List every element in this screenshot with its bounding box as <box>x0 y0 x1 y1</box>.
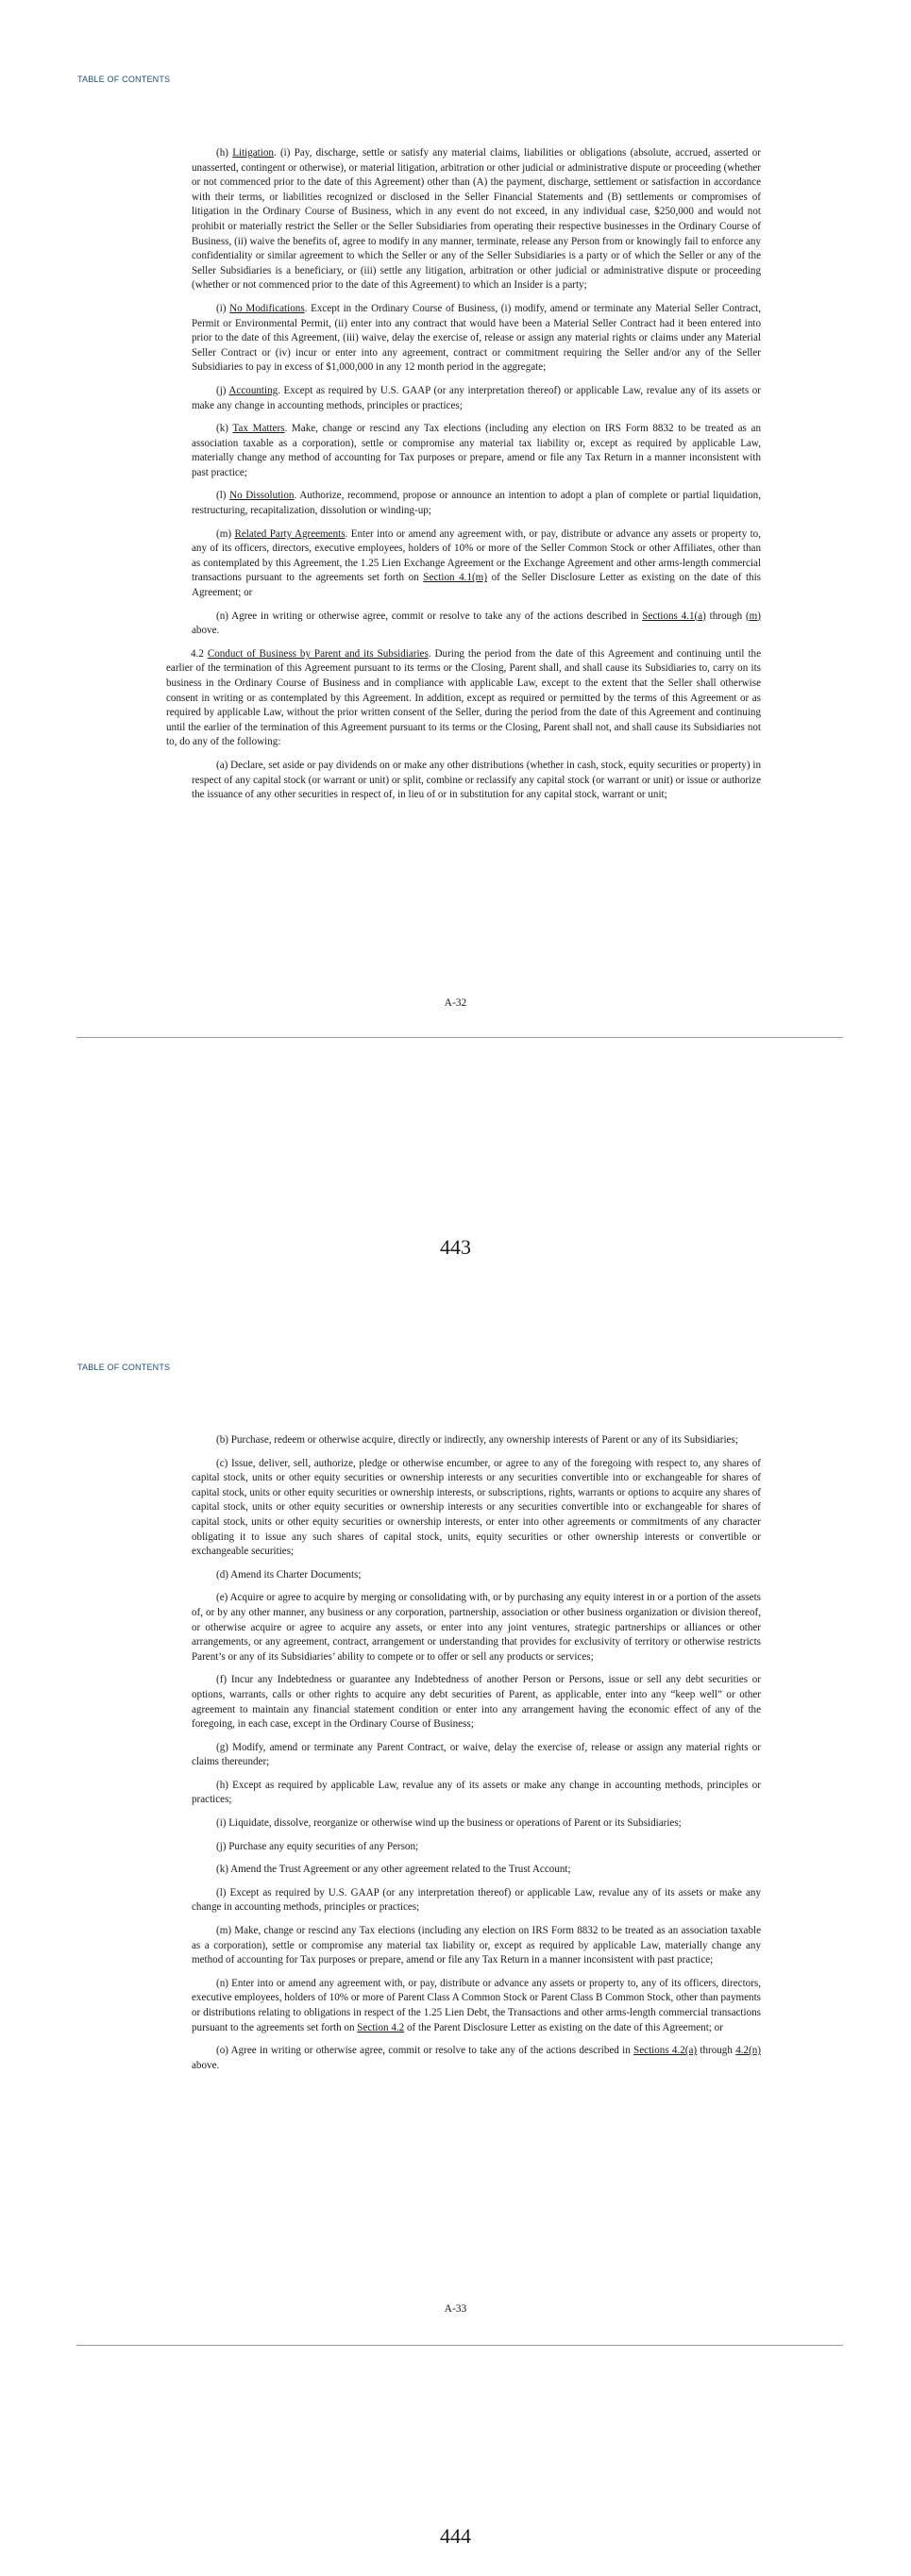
page-2-body <box>166 1433 761 2082</box>
paragraph-h: (h) Except as required by applicable Law, revalue any of its assets or make any change in accounting methods, principles or practices; <box>192 1779 761 1806</box>
paragraph-k: (k) Amend the Trust Agreement or any other agreement related to the Trust Account; <box>216 1864 571 1876</box>
section-4-2: 4.2 Conduct of Business by Parent and its Subsidiaries. During the period from the date of this Agreement and continuing until the earlier of the termination of this Agreement pursuant to its terms or the Closing, Parent shall, and shall cause its Subsidiaries to, carry on its business in the Ordinary Course of Business and in compliance with applicable Law, except to the extent that the Seller shall otherwise consent in writing or as contemplated by this Agreement. In addition, except as required or permitted by the terms of this Agreement or as required by applicable Law, without the prior written consent of the Seller, during the period from the date of this Agreement and continuing until the earlier of the termination of this Agreement pursuant to its terms or the Closing, Parent shall not, and shall cause its Subsidiaries not to, do any of the following: <box>166 647 761 748</box>
paragraph-n: (n) Enter into or amend any agreement with, or pay, distribute or advance any assets or property to, any of its officers, directors, executive employees, holders of 10% or more of Parent Class A Common Stock or Parent Class B Common Stock, other than payments or distributions relating to obligations in respect of the 1.25 Lien Debt, the Transactions and other arms-length commercial transactions pursuant to the agreements set forth on Section 4.2 of the Parent Disclosure Letter as existing on the date of this Agreement; or <box>192 1977 761 2033</box>
page-divider <box>76 2345 843 2346</box>
paragraph-i: (i) No Modifications. Except in the Ordinary Course of Business, (i) modify, amend or terminate any Material Seller Contract, Permit or Environmental Permit, (ii) enter into any contract that would have been a Material Seller Contract had it been entered into prior to the date of this Agreement, (iii) waive, delay the exercise of, release or assign any material rights or claims under any Material Seller Contract or (iv) incur or enter into any agreement, contract or commitment requiring the Seller and/or any of the Seller Subsidiaries to pay in excess of $1,000,000 in any 12 month period in the aggregate; <box>192 302 761 374</box>
section-link[interactable]: Section 4.2 <box>357 2021 405 2033</box>
page-divider <box>76 1037 843 1038</box>
paragraph-j: (j) Purchase any equity securities of any Person; <box>216 1840 419 1852</box>
table-of-contents-link[interactable]: TABLE OF CONTENTS <box>77 1363 171 1372</box>
paragraph-m: (m) Make, change or rescind any Tax elections (including any election on IRS Form 8832 to be treated as an association taxable as a corporation), settle or compromise any material tax liability or, except as required by applicable Law, materially change any method of accounting for Tax purposes or prepare, amend or file any Tax Return in a manner inconsistent with past practice; <box>192 1925 761 1966</box>
paragraph-i: (i) Liquidate, dissolve, reorganize or otherwise wind up the business or operations of Parent or its Subsidiaries; <box>216 1817 682 1830</box>
paragraph-o: (o) Agree in writing or otherwise agree, commit or resolve to take any of the actions described in Sections 4.2(a) through 4.2(n) above. <box>192 2045 762 2071</box>
paragraph-k: (k) Tax Matters. Make, change or rescind any Tax elections (including any election on IRS Form 8832 to be treated as an association taxable as a corporation), settle or compromise any material tax liability or, except as required by applicable Law, materially change any method of accounting for Tax purposes or prepare, amend or file any Tax Return in a manner inconsistent with past practice; <box>192 423 761 478</box>
section-link[interactable]: Sections 4.1(a) <box>642 610 706 622</box>
page-label: A-33 <box>444 2303 467 2315</box>
section-link[interactable]: 4.2(n) <box>735 2045 762 2057</box>
paragraph-m: (m) Related Party Agreements. Enter into or amend any agreement with, or pay, distribute or advance any assets or property to, any of its officers, directors, executive employees, holders of 10% or more of the Seller Common Stock or other Affiliates, other than as contemplated by this Agreement, the 1.25 Lien Exchange Agreement or the Exchange Agreement and other arms-length commercial transactions pursuant to the agreements set forth on Section 4.1(m) of the Seller Disclosure Letter as existing on the date of this Agreement; or <box>192 527 761 599</box>
section-link[interactable]: Sections 4.2(a) <box>633 2045 698 2057</box>
table-of-contents-link[interactable]: TABLE OF CONTENTS <box>77 75 171 84</box>
paragraph-d: (d) Amend its Charter Documents; <box>216 1568 362 1581</box>
paragraph-b: (b) Purchase, redeem or otherwise acquire, directly or indirectly, any ownership interests of Parent or any of its Subsidiaries; <box>216 1434 738 1446</box>
paragraph-f: (f) Incur any Indebtedness or guarantee any Indebtedness of another Person or Persons, issue or sell any debt securities or options, warrants, calls or other rights to acquire any debt securities of Parent, as applicable, enter into any “keep well” or other agreement to maintain any financial statement condition or enter into any arrangement having the economic effect of any of the foregoing, in each case, except in the Ordinary Course of Business; <box>192 1674 761 1731</box>
paragraph-j: (j) Accounting. Except as required by U.S. GAAP (or any interpretation thereof) or applicable Law, revalue any of its assets or make any change in accounting methods, principles or practices; <box>192 384 761 411</box>
page-1-body <box>166 146 761 811</box>
paragraph-h: (h) Litigation. (i) Pay, discharge, settle or satisfy any material claims, liabilities or obligations (absolute, accrued, asserted or unasserted, contingent or otherwise), or material litigation, arbitration or other judicial or administrative dispute or proceeding (whether or not commenced prior to the date of this Agreement) other than (A) the payment, discharge, settlement or satisfaction in accordance with their terms, or liabilities recognized or disclosed in the Seller Financial Statements and (B) settlements or compromises of litigation in the Ordinary Course of Business, which in any event do not exceed, in any individual case, $250,000 and would not prohibit or materially restrict the Seller or the Seller Subsidiaries from operating their respective businesses in the Ordinary Course of Business, (ii) waive the benefits of, agree to modify in any manner, terminate, release any Person from or knowingly fail to enforce any confidentiality or similar agreement to which the Seller or any of the Seller Subsidiaries is a party or of which the Seller or any of the Seller Subsidiaries is a beneficiary, or (iii) settle any litigation, arbitration or other judicial or administrative dispute or proceeding (whether or not commenced prior to the date of this Agreement) to which an Insider is a party; <box>192 147 761 292</box>
page-number: 444 <box>440 2524 471 2548</box>
page-label: A-32 <box>444 997 467 1009</box>
page-number: 443 <box>440 1235 471 1259</box>
paragraph-l: (l) No Dissolution. Authorize, recommend, propose or announce an intention to adopt a plan of complete or partial liquidation, restructuring, recapitalization, dissolution or winding-up; <box>192 490 762 517</box>
paragraph-l: (l) Except as required by U.S. GAAP (or any interpretation thereof) or applicable Law, revalue any of its assets or make any change in accounting methods, principles or practices; <box>192 1886 761 1914</box>
section-link[interactable]: (m) <box>745 610 761 622</box>
paragraph-n: (n) Agree in writing or otherwise agree, commit or resolve to take any of the actions described in Sections 4.1(a) through (m) above. <box>192 610 761 637</box>
paragraph-g: (g) Modify, amend or terminate any Parent Contract, or waive, delay the exercise of, release or assign any material rights or claims thereunder; <box>192 1741 761 1768</box>
section-link[interactable]: Section 4.1(m) <box>423 572 488 584</box>
paragraph-e: (e) Acquire or agree to acquire by merging or consolidating with, or by purchasing any equity interest in or a portion of the assets of, or by any other manner, any business or any corporation, partnership, association or other business organization or division thereof, or otherwise acquire or agree to acquire any assets, or enter into any joint ventures, strategic partnerships or alliances or other arrangements, or any agreement, contract, arrangement or understanding that provides for exclusivity of territory or otherwise restricts Parent’s or any of its Subsidiaries’ ability to compete or to offer or sell any products or services; <box>192 1592 761 1663</box>
paragraph-a: (a) Declare, set aside or pay dividends on or make any other distributions (whether in cash, stock, equity securities or property) in respect of any capital stock (or warrant or unit) or split, combine or reclassify any capital stock (or warrant or unit) or issue or authorize the issuance of any other securities in respect of, in lieu of or in substitution for any capital stock, warrant or unit; <box>192 759 761 801</box>
paragraph-c: (c) Issue, deliver, sell, authorize, pledge or otherwise encumber, or agree to any of the foregoing with respect to, any shares of capital stock, units or other equity securities or ownership interests or any securities convertible into or exchangeable for shares of capital stock, units or other equity securities or ownership interests, or subscriptions, rights, warrants or options to acquire any shares of capital stock, units or other equity securities or ownership interests or any securities convertible into or exchangeable for shares of capital stock, units or other equity securities or ownership interests, or enter into other agreements or commitments of any character obligating it to issue any such shares of capital stock, units, equity securities or other ownership interests or convertible or exchangeable securities; <box>192 1457 761 1558</box>
